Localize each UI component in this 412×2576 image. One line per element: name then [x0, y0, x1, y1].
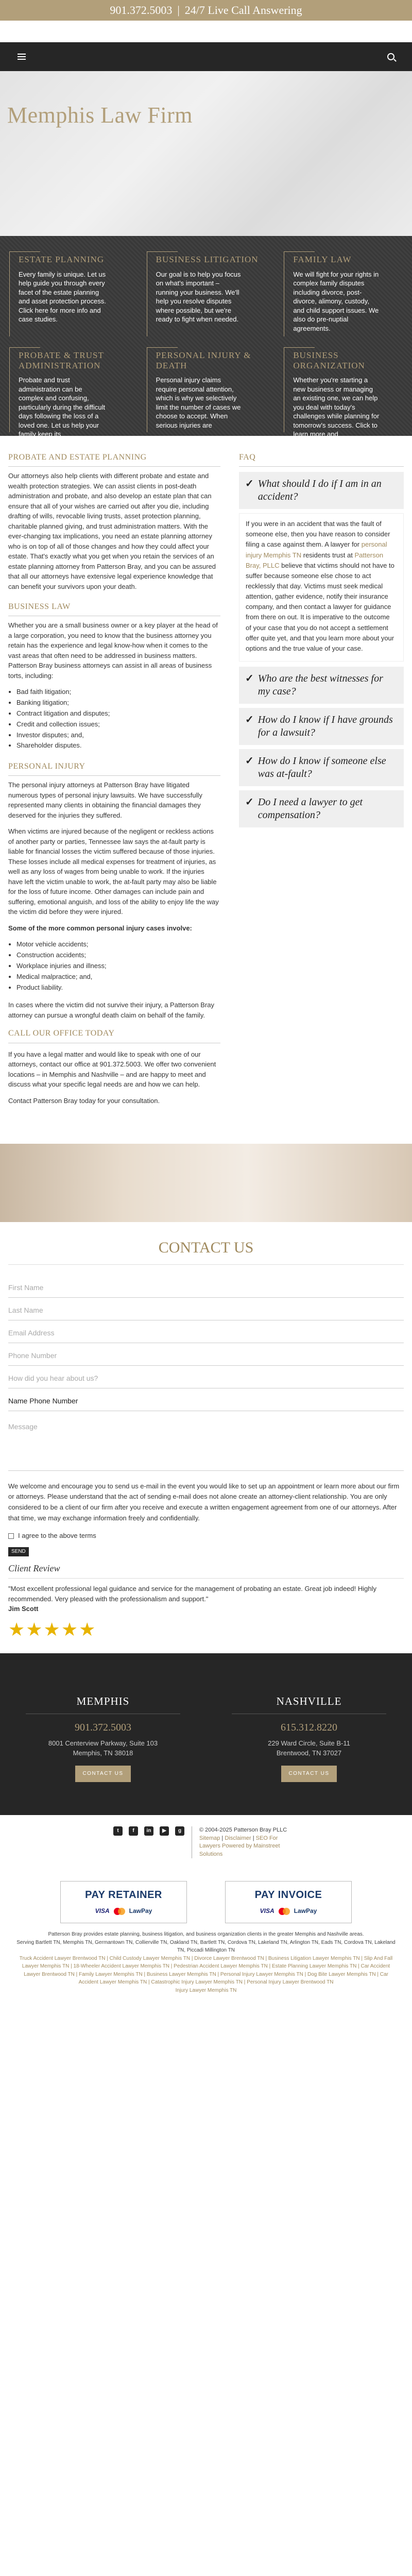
- top-phone-bar[interactable]: [0, 0, 412, 21]
- card-logos: [226, 1907, 351, 1916]
- office-address-line-1: 229 Ward Circle, Suite B-11: [268, 1739, 350, 1747]
- terms-agreement[interactable]: [8, 1531, 404, 1541]
- practice-card-business-litigation[interactable]: [141, 242, 272, 338]
- main-content: [0, 436, 412, 1112]
- tag-links[interactable]: Injury Lawyer Memphis TN: [175, 1987, 237, 1993]
- separator: |: [177, 4, 180, 17]
- faq-question-text: Who are the best witnesses for my case?: [258, 673, 383, 698]
- footer: [0, 1815, 412, 1858]
- menu-icon[interactable]: [18, 54, 26, 60]
- referral-input[interactable]: How did you hear about us?: [8, 1366, 404, 1388]
- nashville-contact-button[interactable]: CONTACT US: [281, 1766, 336, 1783]
- hero-title: Memphis Law Firm: [7, 103, 193, 128]
- offices-section: [0, 1653, 412, 1815]
- message-textarea[interactable]: Message: [8, 1411, 404, 1471]
- tag-line: Serving Bartlett TN, Memphis TN, Germantown TN, Collierville TN, Oakland TN, Bartlett TN, Cordova TN, Lakeland TN, Arlington TN, Eads TN, Cordova TN, Lakeland TN, Piccadi Millington TN: [16, 1939, 396, 1954]
- seo-credit-link[interactable]: SEO For Lawyers Powered by Mainstreet Solutions: [199, 1835, 280, 1857]
- injury-paragraph-3: Some of the more common personal injury cases involve:: [8, 924, 192, 932]
- office-address-line-2: Memphis, TN 38018: [73, 1749, 133, 1757]
- office-heading: CALL OUR OFFICE TODAY: [8, 1027, 220, 1043]
- faq-answer-text: residents trust at: [301, 551, 355, 559]
- list-item: • Banking litigation;: [16, 698, 220, 708]
- search-icon[interactable]: [387, 53, 394, 60]
- visa-icon: VISA: [260, 1907, 274, 1915]
- disclaimer-link[interactable]: Disclaimer: [225, 1835, 251, 1841]
- practice-title: ESTATE PLANNING: [19, 255, 105, 264]
- patterson-bray-link[interactable]: Patterson Bray, PLLC: [246, 551, 384, 569]
- list-item: • Contract litigation and disputes;: [16, 708, 220, 719]
- injury-heading: PERSONAL INJURY: [8, 760, 220, 776]
- review-heading: Client Review: [8, 1562, 404, 1579]
- checkmark-icon: ✓: [245, 478, 254, 490]
- mastercard-icon: [279, 1908, 290, 1915]
- injury-list: [16, 939, 220, 993]
- terms-checkbox[interactable]: [8, 1533, 14, 1539]
- list-item: • Motor vehicle accidents;: [16, 939, 220, 950]
- injury-paragraph-2: When victims are injured because of the negligent or reckless actions of another party or parties, Tennessee law says the at-fault party is liable for financial losses the victim suffered because of those injuries. These losses include all medical expenses for treatment of injuries, as well as any loss of wages from being unable to work. If the injuries have left the victim unable to work, the at-fault party may also be liable for the loss of future income. Other damages can include pain and suffering, emotional anguish, and loss of the ability to enjoy life the way the victim did before they were injured.: [8, 827, 219, 916]
- youtube-icon[interactable]: ▶: [160, 1826, 169, 1836]
- list-item: • Construction accidents;: [16, 950, 220, 961]
- practice-text: We will fight for your rights in complex family disputes including divorce, post-divorce, alimony, custody, and child support issues. We also do pre-nuptial agreements.: [293, 270, 379, 332]
- office-phone[interactable]: 901.372.5003: [75, 1721, 131, 1733]
- twitter-icon[interactable]: t: [113, 1826, 123, 1836]
- personal-injury-link[interactable]: personal injury Memphis TN: [246, 540, 387, 559]
- office-memphis: [26, 1693, 180, 1815]
- contact-cta-link[interactable]: Contact Patterson Bray today for your consultation.: [8, 1096, 160, 1105]
- business-heading: BUSINESS LAW: [8, 601, 220, 616]
- pay-invoice-button[interactable]: [225, 1881, 352, 1923]
- faq-heading: FAQ: [239, 451, 404, 467]
- faq-question-text: What should I do if I am in an accident?: [258, 478, 382, 503]
- separator: |: [252, 1835, 254, 1841]
- review-text: "Most excellent professional legal guidance and service for the management of probating an estate. Great job indeed! Highly recommended. Very pleased with the professionalism and support.": [8, 1585, 376, 1603]
- send-button[interactable]: SEND: [8, 1547, 29, 1557]
- faq-question-3[interactable]: [239, 708, 404, 745]
- list-item: • Workplace injuries and illness;: [16, 961, 220, 972]
- checkmark-icon: ✓: [245, 796, 254, 808]
- visa-icon: VISA: [95, 1907, 110, 1915]
- name-phone-input[interactable]: Name Phone Number: [8, 1388, 404, 1411]
- tag-line: Patterson Bray provides estate planning, business litigation, and business organization clients in the greater Memphis and Nashville areas.: [48, 1931, 364, 1938]
- faq-question-4[interactable]: [239, 749, 404, 786]
- card-logos: [61, 1907, 186, 1916]
- live-call-text: 24/7 Live Call Answering: [184, 4, 302, 17]
- terms-label: I agree to the above terms: [18, 1531, 96, 1539]
- faq-question-text: How do I know if I have grounds for a lawsuit?: [258, 714, 393, 739]
- office-paragraph: If you have a legal matter and would like to speak with one of our attorneys, contact our office at 901.372.5003. We offer two convenient locations – in Memphis and Nashville – and are happy to meet and discuss what your specific legal needs are and how we can help.: [8, 1050, 216, 1089]
- hero-banner: [0, 71, 412, 236]
- facebook-icon[interactable]: f: [129, 1826, 138, 1836]
- faq-answer-1: [239, 513, 404, 662]
- office-address-line-2: Brentwood, TN 37027: [276, 1749, 342, 1757]
- pay-retainer-button[interactable]: [60, 1881, 187, 1923]
- contact-section: [0, 1222, 412, 1643]
- practice-title: FAMILY LAW: [293, 255, 352, 264]
- practice-card-business-organization[interactable]: [278, 338, 409, 438]
- checkmark-icon: ✓: [245, 714, 254, 726]
- copyright-block: [192, 1826, 299, 1858]
- separator: |: [221, 1835, 224, 1841]
- office-address-line-1: 8001 Centerview Parkway, Suite 103: [48, 1739, 158, 1747]
- star-rating-icon: ★★★★★: [8, 1619, 97, 1640]
- lawpay-icon: LawPay: [294, 1907, 317, 1915]
- first-name-input[interactable]: First Name: [8, 1275, 404, 1298]
- practice-text: Every family is unique. Let us help guide you through every facet of the estate planning and asset protection process. Click here for more info and case studies.: [19, 270, 106, 324]
- linkedin-icon[interactable]: in: [144, 1826, 153, 1836]
- estate-paragraph: Our attorneys also help clients with different probate and estate and wealth protection strategies. We can assist clients in post-death administration and probate, and also develop an estate plan that can ensure that all of your wishes are carried out after you die, including drafting of wills, revocable living trusts, asset protection planning, charitable planned giving, and trust administration matters. With the ever-changing tax implications, you need an estate planning attorney who is on top of all of those changes and how they could affect your estate. That's exactly what you get when you retain the services of an estate planning attorney from Patterson Bray, and you can be assured that all our attorneys have extensive legal experience knowledge that can benefit your survivors upon your death.: [8, 472, 216, 590]
- checkmark-icon: ✓: [245, 755, 254, 767]
- faq-answer-text: If you were in an accident that was the fault of someone else, then you have reason to consider filing a case against them. A lawyer for: [246, 520, 390, 549]
- faq-question-5[interactable]: [239, 790, 404, 827]
- practice-text: Whether you're starting a new business or managing an existing one, we can help you deal with today's challenges while planning for tomorrow's success. Click to learn more and: [293, 376, 380, 438]
- pay-title: PAY RETAINER: [85, 1889, 162, 1901]
- practice-card-personal-injury[interactable]: [141, 338, 272, 434]
- faq-answer-text: believe that victims should not have to suffer because someone else chose to act recklessly that day. Victims must seek medical attention, gather evidence, notify their insurance company, and then contact a lawyer for guidance from there on out. It is imperative to the outcome of your case that you do not accept a settlement offer quite yet, and that you learn more about your options and the true value of your case.: [246, 561, 394, 652]
- business-paragraph: Whether you are a small business owner or a key player at the head of a large corporation, you need to know that the business attorney you retain has the experience and legal know-how when it comes to the vast areas that often need to be addressed in business matters. Patterson Bray business attorneys can assist in all areas of business torts, including:: [8, 621, 218, 680]
- list-item: • Bad faith litigation;: [16, 687, 220, 698]
- checkmark-icon: ✓: [245, 673, 254, 685]
- practice-card-family-law[interactable]: [278, 242, 409, 338]
- practice-card-estate-planning[interactable]: [3, 242, 134, 338]
- pay-title: PAY INVOICE: [254, 1889, 322, 1901]
- practice-text: Probate and trust administration can be complex and confusing, particularly during the difficult days following the loss of a loved one. Let us help your family keep its: [19, 376, 106, 438]
- email-input[interactable]: Email Address: [8, 1320, 404, 1343]
- list-item: • Medical malpractice; and,: [16, 972, 220, 982]
- faq-question-text: How do I know if someone else was at-fault?: [258, 755, 386, 780]
- practice-title: PROBATE & TRUST ADMINISTRATION: [19, 350, 104, 370]
- phone-input[interactable]: Phone Number: [8, 1343, 404, 1366]
- tag-links[interactable]: Truck Accident Lawyer Brentwood TN | Child Custody Lawyer Memphis TN | Divorce Lawyer Brentwood TN | Business Litigation Lawyer Memphis TN | Slip And Fall Lawyer Memphis TN | 18-Wheeler Accident Lawyer Memphis TN | Pedestrian Accident Lawyer Memphis TN | Estate Planning Lawyer Memphis TN | Car Accident Lawyer Brentwood TN | Family Lawyer Memphis TN | Business Lawyer Memphis TN | Personal Injury Lawyer Memphis TN | Dog Bite Lawyer Memphis TN | Car Accident Lawyer Memphis TN | Catastrophic Injury Lawyer Memphis TN | Personal Injury Lawyer Brentwood TN: [19, 1955, 393, 1986]
- payment-section: [0, 1881, 412, 1923]
- office-phone[interactable]: 615.312.8220: [281, 1721, 337, 1733]
- seo-tag-links: [0, 1923, 412, 1999]
- injury-paragraph-4: In cases where the victim did not survive their injury, a Patterson Bray attorney can pursue a wrongful death claim on behalf of the family.: [8, 1001, 215, 1019]
- phone-number[interactable]: 901.372.5003: [110, 4, 173, 17]
- office-nashville: [232, 1693, 386, 1815]
- social-links: [113, 1826, 184, 1858]
- mastercard-icon: [114, 1908, 125, 1915]
- injury-paragraph-1: The personal injury attorneys at Patterson Bray have litigated numerous types of personal injury lawsuits. We have successfully represented many clients in obtaining the financial damages they deserved for the injuries they suffered.: [8, 781, 202, 819]
- list-item: • Credit and collection issues;: [16, 719, 220, 730]
- practice-title: PERSONAL INJURY & DEATH: [156, 350, 251, 370]
- list-item: • Investor disputes; and,: [16, 730, 220, 741]
- faq-question-2[interactable]: [239, 667, 404, 704]
- faq-question-text: Do I need a lawyer to get compensation?: [258, 796, 363, 821]
- google-icon[interactable]: g: [175, 1826, 184, 1836]
- navbar: [0, 42, 412, 71]
- review-author: Jim Scott: [8, 1605, 39, 1613]
- sitemap-link[interactable]: Sitemap: [199, 1835, 220, 1841]
- practice-card-probate-trust[interactable]: [3, 338, 134, 438]
- practice-title: BUSINESS ORGANIZATION: [293, 350, 365, 370]
- contact-disclaimer: We welcome and encourage you to send us e-mail in the event you would like to set up an appointment or learn more about our firm or attorneys. Please understand that the act of sending e-mail does not alone create an attorney-client relationship. You are only considered to be a client of our firm after you receive and execute a written engagement agreement from one of our attorneys. After that time, we may exchange information freely and confidentially.: [8, 1482, 400, 1522]
- practice-text: Personal injury claims require personal attention, which is why we selectively limit the number of cases we choose to accept. When serious injuries are: [156, 376, 241, 429]
- last-name-input[interactable]: Last Name: [8, 1298, 404, 1320]
- faq-column: [239, 442, 404, 1112]
- practice-text: Our goal is to help you focus on what's important – running your business. We'll help you resolve disputes where possible, but we're ready to fight when needed.: [156, 270, 241, 324]
- copyright-text: © 2004-2025 Patterson Bray PLLC: [199, 1827, 287, 1834]
- lawpay-icon: LawPay: [129, 1907, 152, 1915]
- decorative-image-band: [0, 1144, 412, 1222]
- list-item: • Product liability.: [16, 982, 220, 993]
- contact-heading: CONTACT US: [8, 1236, 404, 1265]
- memphis-contact-button[interactable]: CONTACT US: [75, 1766, 130, 1783]
- faq-question-1[interactable]: [239, 472, 404, 509]
- office-city: NASHVILLE: [232, 1693, 386, 1714]
- practice-title: BUSINESS LITIGATION: [156, 255, 259, 264]
- estate-heading: PROBATE AND ESTATE PLANNING: [8, 451, 220, 467]
- business-list: [16, 687, 220, 751]
- content-left-column: [8, 442, 220, 1112]
- practice-areas-grid: [0, 236, 412, 436]
- list-item: • Shareholder disputes.: [16, 740, 220, 751]
- office-city: MEMPHIS: [26, 1693, 180, 1714]
